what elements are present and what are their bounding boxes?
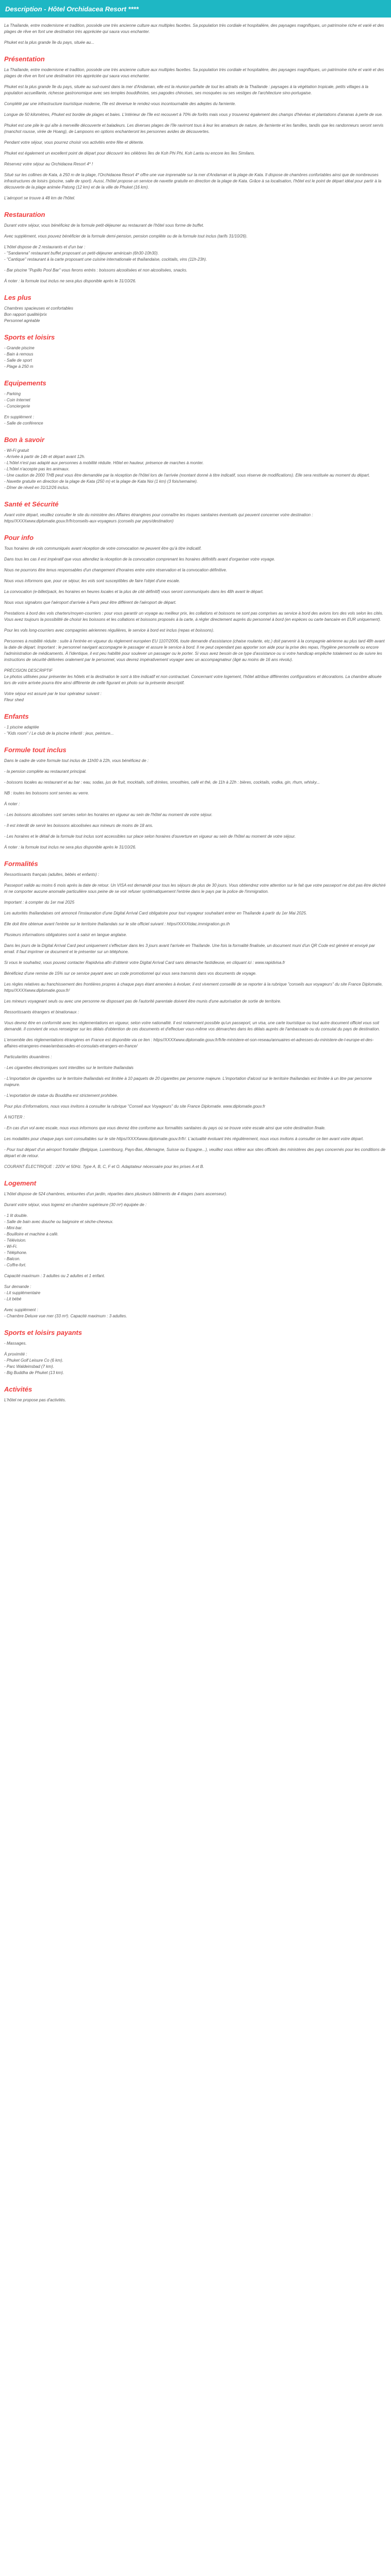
intro-paragraph: La Thaïlande, entre modernisme et tradition, possède une très ancienne culture aux multiples facettes. Sa population très cordiale et hospitalière, des paysages magnifiques, un patrimoine riche et varié et des plages de rêve en font une destination très appréciée qui saura vous enchanter. <box>4 23 384 34</box>
section-paragraph: Personnes à mobilité réduite : suite à l'entrée en vigueur du règlement européen EU 1107/2006, toute demande d'assistance (chaise roulante, etc.) doit parvenir à la compagnie aérienne au plus tard 48h avant la date de départ. Important : le personnel navigant accompagne le passager et assure le service à bord. Il ne peut cependant pas apporter son aide pour la prise des repas, l'hygiène personnelle ou encore l'administration de médicaments. À l'identique, il est peu habilité pour soulever un passager ou le porter. Si vous avez besoin de ce type d'assistance ou si votre handicap empêche totalement ou de suivre les instructions de sécurité délivrées oralement par le personnel, vous devrez impérativement voyager avec un accompagnateur (âgé au moins de 16 ans révolu). <box>4 639 385 662</box>
spacer <box>4 1302 387 1307</box>
spacer <box>4 686 387 691</box>
section-activites <box>4 1385 387 1403</box>
section-paragraph: L'ensemble des réglementations étrangères en France est disponible via ce lien : https//XXXXwww.diplomatie.gouv.fr/fr/le-ministere-et-son-reseau/annuaires-et-adresses-du-ministere-de-l-europe-et-des-affaires-etrangeres-meae/ambassades-et-consulats-etrangers-en-france/ <box>4 1038 374 1048</box>
section-paragraph: Dans le cadre de votre formule tout inclus de 11h00 à 22h, vous bénéficiez de : <box>4 758 149 763</box>
section-line: - Téléphone. <box>4 1250 27 1255</box>
section-title: Enfants <box>4 713 29 720</box>
section-paragraph: Bénéficiez d'une remise de 15% sur ce service payant avec un code promotionnel qui vous sera transmis dans vos documents de voyage. <box>4 971 257 976</box>
section-line: - Une caution de 2000 THB peut vous être demandée par la réception de l'hôtel lors de l'arrivée (montant donné à titre indicatif, sous réserve de modifications). Elle sera restituée au moment du départ. <box>4 473 370 478</box>
section-line: - L'hôtel n'accepte pas les animaux. <box>4 467 70 471</box>
section-paragraph: Ressortissants français (adultes, bébés et enfants) : <box>4 872 100 877</box>
section-paragraph: Plusieurs informations obligatoires sont à saisir en langue anglaise. <box>4 933 127 937</box>
section-paragraph: À noter : <box>4 802 20 806</box>
section-paragraph: Nous ne pourrons être tenus responsables d'un changement d'horaires entre votre réservation et la convocation définitive. <box>4 568 227 572</box>
section-paragraph: - L'importation de cigarettes sur le territoire thaïlandais est limitée à 10 paquets de 20 cigarettes par personne majeure. L'importation d'alcool sur le territoire thaïlandais est limitée à un litre par personne majeure. <box>4 1076 372 1087</box>
spacer <box>4 410 387 414</box>
section-paragraph: La Thaïlande, entre modernisme et tradition, possède une très ancienne culture aux multiples facettes. Sa population très cordiale et hospitalière, des paysages magnifiques, un patrimoine riche et varié et des plages de rêve en font une destination très appréciée qui saura vous enchanter. <box>4 67 384 78</box>
section-formalites <box>4 860 387 1170</box>
spacer <box>4 274 387 278</box>
section-logement <box>4 1179 387 1319</box>
section-line: Fleur shed <box>4 698 24 702</box>
section-paragraph: Complété par une infrastructure touristique moderne, l'île est devenue le rendez-vous incontournable des adeptes du farniente. <box>4 101 236 106</box>
section-line: PRÉCISION DESCRIPTIF <box>4 668 53 673</box>
section-paragraph: Nous vous informons que, pour ce séjour, les vols sont susceptibles de faire l'objet d'une escale. <box>4 579 181 583</box>
section-line: - Massages. <box>4 1341 27 1346</box>
section-line: Personnel agréable <box>4 318 40 323</box>
section-paragraph: Si vous le souhaitez, vous pouvez contacter Rapidvisa afin d'obtenir votre Digital Arrival Card sans démarche fastidieuse, en cliquant ici : www.rapidvisa.fr <box>4 960 285 965</box>
section-line: - Bouilloire et machine à café. <box>4 1232 59 1236</box>
section-paragraph: Elle doit être obtenue avant l'entrée sur le territoire thaïlandais sur le site officiel suivant : https//XXXXtdac.immigration.go.th <box>4 922 230 926</box>
section-paragraph: Les modalités pour chaque pays sont consultables sur le site https//XXXXwww.diplomatie.gouv.fr/fr/. L'actualité évoluant très régulièrement, nous vous invitons à consulter ce lien avant votre départ. <box>4 1137 364 1141</box>
section-paragraph: Avant votre départ, veuillez consulter le site du ministère des Affaires étrangères pour connaître les risques sanitaires éventuels qui peuvent concerner votre destination : https//XXXXwww.diplomatie.gouv.fr/fr/conseils-aux-voyageurs (conseils par pays/destination) <box>4 513 313 523</box>
section-sante <box>4 500 387 524</box>
section-paragraph: - Les cigarettes électroniques sont interdites sur le territoire thaïlandais <box>4 1065 134 1070</box>
intro-paragraph: Phuket est la plus grande île du pays, située au... <box>4 40 94 45</box>
section-line: - Parc Waldeinsbad (7 km). <box>4 1364 54 1369</box>
section-paragraph: À NOTER : <box>4 1115 25 1120</box>
section-paragraph: Avec supplément, vous pouvez bénéficier de la formule demi-pension, pension complète ou de la formule tout inclus (tarifs 31/10/26). <box>4 234 248 239</box>
section-line: - Wi-Fi gratuit <box>4 448 29 453</box>
section-paragraph: Durant votre séjour, vous bénéficiez de la formule petit-déjeuner au restaurant de l'hôtel sous forme de buffet. <box>4 223 204 228</box>
section-title: Formalités <box>4 860 38 868</box>
section-title: Equipements <box>4 379 46 387</box>
section-line: - Parking <box>4 392 21 396</box>
section-paragraph: Ressortissants étrangers et binationaux : <box>4 1010 79 1014</box>
section-title: Sports et loisirs payants <box>4 1329 82 1336</box>
section-paragraph: - Les horaires et le détail de la formule tout inclus sont accessibles sur place selon horaires d'ouverture en vigueur au sein de l'hôtel au moment de votre séjour. <box>4 834 296 839</box>
spacer <box>4 263 387 267</box>
section-paragraph: Pour les vols long-courriers avec compagnies aériennes régulières, le service à bord est inclus (repas et boissons). <box>4 628 215 633</box>
section-paragraph: L'hôtel dispose de 524 chambres, entourées d'un jardin, réparties dans plusieurs bâtiments de 4 étages (sans ascenseur). <box>4 1192 227 1196</box>
section-line: - Phuket Golf Leisure Co (6 km). <box>4 1358 63 1363</box>
section-paragraph: Dans tous les cas il est impératif que vous attendiez la réception de la convocation comprenant les horaires définitifs avant d'organiser votre voyage. <box>4 557 275 562</box>
section-bien-savoir <box>4 436 387 491</box>
section-line: - Bar piscine "Pupillo Pool Bar" vous ferons entrés : boissons alcoolisées et non alcoolisées, snacks. <box>4 268 188 273</box>
section-line: - Grande piscine <box>4 346 35 350</box>
section-paragraph: NB : toutes les boissons sont servies au verre. <box>4 791 89 795</box>
section-line: - "Sandarena" restaurant buffet proposant un petit-déjeuner américain (6h30-10h30). <box>4 251 159 256</box>
intro-text <box>4 23 387 46</box>
section-paragraph: - Il est interdit de servir les boissons alcoolisées aux mineurs de moins de 18 ans. <box>4 823 154 828</box>
section-paragraph: - En cas d'un vol avec escale, nous vous informons que vous devrez être conforme aux formalités sanitaires du pays où se trouve votre escale ainsi que votre destination finale. <box>4 1126 326 1130</box>
section-paragraph: Pendant votre séjour, vous pourrez choisir vos activités entre fête et détente. <box>4 140 144 145</box>
section-line: Bon rapport qualité/prix <box>4 312 47 317</box>
section-line: - Dîner de réveil en 31/12/26 inclus. <box>4 485 70 490</box>
section-paragraph: Les règles relatives au franchissement des frontières propres à chaque pays étant amenées à évoluer, il est vivement conseillé de se reporter à la rubrique "conseils aux voyageurs" du site France Diplomatie, https//XXXXwww.diplomatie.gouv.fr/ <box>4 982 383 993</box>
section-title: Bon à savoir <box>4 436 45 444</box>
section-sites <box>4 1329 387 1376</box>
section-title: Sports et loisirs <box>4 333 55 341</box>
section-paragraph: Phuket est une pile le qui aîte à merveille découverte et baladeurs. Les diverses plages de l'île ravirront tous à leur les amateurs de nature, de farniente et les familles, tandis que les randonneurs seront servis (manchot rousse, virée de Hoang), de Lampoons en options enchanteront les personnes avides de découvertes. <box>4 123 384 134</box>
section-line: Avec supplément : <box>4 1308 38 1312</box>
page-title: Description - Hôtel Orchidacea Resort **** <box>5 5 139 13</box>
sections <box>4 55 387 1403</box>
section-line: L'hôtel dispose de 2 restaurants et d'un bar : <box>4 245 86 249</box>
section-paragraph: - Pour tout départ d'un aéroport frontalier (Belgique, Luxembourg, Pays-Bas, Allemagne, Suisse ou Espagne...), veuillez vous référer aux sites officiels des ministères des pays concernés pour les conditions de départ et de retour. <box>4 1147 385 1158</box>
section-paragraph: Important : à compter du 1er mai 2025 <box>4 900 75 905</box>
section-title: Santé et Sécurité <box>4 500 59 508</box>
section-paragraph: Longue de 50 kilomètres, Phuket est bordée de plages et baies. L'intérieur de l'île est recouvert à 70% de forêts mais vous y trouverez également des champs d'hévéas et plantations d'ananas à perte de vue. <box>4 112 383 117</box>
section-line: Votre séjour est assuré par le tour opérateur suivant : <box>4 691 102 696</box>
section-paragraph: Particularités douanières : <box>4 1055 52 1059</box>
section-title: Logement <box>4 1179 37 1187</box>
section-title: Pour info <box>4 534 34 541</box>
section-line: Le photos utilisées pour présenter les hôtels et la destination le sont à titre indicatif et non contractuel. Concernant votre logement, l'hôtel attribue différentes configurations et décorations. La chambre allouée lors de votre arrivée pourra être ainsi différente de celle figurant en photo sur la présente descriptif. <box>4 674 382 685</box>
section-line: - Conciergerie <box>4 404 30 409</box>
section-paragraph: Pour plus d'informations, nous vous invitons à consulter la rubrique "Conseil aux Voyageurs" du site France Diplomatie. www.diplomatie.gouv.fr <box>4 1104 266 1109</box>
section-paragraph: Tous horaires de vols communiqués avant réception de votre convocation ne peuvent être qu'à titre indicatif. <box>4 546 202 551</box>
section-line: - Chambre Deluxe vue mer (33 m²). Capacité maximum : 3 adultes. <box>4 1314 127 1318</box>
section-equipements <box>4 379 387 427</box>
section-line: - Big Buddha de Phuket (13 km). <box>4 1370 64 1375</box>
section-line: En supplément : <box>4 415 34 419</box>
section-sports <box>4 333 387 370</box>
section-line: - L'hôtel n'est pas adapté aux personnes à mobilité réduite. Hôtel en hauteur, présence de marches à monter. <box>4 461 204 465</box>
section-paragraph: Vous devrez être en conformité avec les réglementations en vigueur, selon votre nationalité. Il est notamment possible qu'un passeport, un visa, une carte touristique ou tout autre document officiel vous soit demandé. Il convient de vous renseigner sur les délais d'obtention de ces documents et d'effectuer vous-même vos démarches dans les délais auprès de l'ambassade ou du consulat du pays de destination. <box>4 1021 380 1031</box>
description-header <box>0 0 391 18</box>
section-paragraph: À noter : la formule tout inclus ne sera plus disponible après le 31/10/26. <box>4 845 137 850</box>
section-paragraph: Passeport valide au moins 6 mois après la date de retour. Un VISA est demandé pour tous les séjours de plus de 30 jours. Vous obtiendrez votre attention sur le fait que votre passeport ne doit pas être déchiré ni ne comporter aucune anomalie particulière sous peine de se voir refuser systématiquement l'entrée dans le pays par la police de l'immigration. <box>4 883 386 894</box>
section-paragraph: Phuket est également un excellent point de départ pour découvrir les célèbres îles de Koh Phi Phi, Koh Lanta ou encore les îles Similans. <box>4 151 255 156</box>
section-presentation <box>4 55 387 201</box>
section-line: L'hôtel ne propose pas d'activités. <box>4 1398 67 1402</box>
section-paragraph: Durant votre séjour, vous logerez en chambre supérieure (30 m²) équipée de : <box>4 1202 147 1207</box>
section-line: - Navette gratuite en direction de la plage de Kata (250 m) et la plage de Kata Noi (1 km) (3 fois/semaine). <box>4 479 198 484</box>
section-line: - Wi-Fi. <box>4 1244 18 1249</box>
section-line: Capacité maximum : 3 adultes ou 2 adultes et 1 enfant. <box>4 1274 105 1278</box>
section-line: - Plage à 250 m <box>4 364 34 369</box>
section-paragraph: Dans les jours de la Digital Arrival Card peut uniquement s'effectuer dans les 3 jours avant l'arrivée en Thaïlande. Une fois la formalité finalisée, un document muni d'un QR Code est généré et envoyé par email. Il faut imprimer ce document et le présenter sur un téléphone. <box>4 943 375 954</box>
section-line: - Mini-bar. <box>4 1226 23 1230</box>
description-content <box>0 18 391 1403</box>
section-line: - Coffre-fort. <box>4 1263 27 1267</box>
spacer <box>4 1279 387 1284</box>
section-pour-info <box>4 534 387 703</box>
section-plus <box>4 294 387 324</box>
section-line: - "Kids room" / Le club de la piscine infantil : jeux, peinture... <box>4 731 114 736</box>
section-line: - Bain à remous <box>4 352 34 357</box>
section-line: - Télévision. <box>4 1238 27 1243</box>
section-line: - Arrivée à partir de 14h et départ avant 12h. <box>4 454 86 459</box>
section-paragraph: Situé sur les collines de Kata, à 250 m de la plage, l'Orchidacea Resort 4* offre une vue imprenable sur la mer d'Andaman et la plage de Kata. Il dispose de chambres confortables ainsi que de nombreuses infrastructures de loisirs (piscine, salle de sport). Aussi, l'hôtel propose un service de navette gratuite en direction de la plage de Kata. Grâce à sa localisation, l'hôtel est le point de départ idéal pour partir à la découverte de la plage animée Patong (12 km) et de la ville de Phuket (16 km). <box>4 173 382 190</box>
section-line: À proximité : <box>4 1352 27 1357</box>
section-paragraph: COURANT ÉLECTRIQUE : 220V et 50Hz. Type A, B, C, F et O. Adaptateur nécessaire pour les prises A et B. <box>4 1164 204 1169</box>
section-paragraph: L'aéroport se trouve à 48 km de l'hôtel. <box>4 196 75 200</box>
section-line: - Lit supplémentaire <box>4 1291 41 1295</box>
section-title: Restauration <box>4 211 45 218</box>
section-line: - Coin Internet <box>4 398 30 402</box>
section-line: - "Cantique" restaurant à la carte proposant une cuisine internationale et thaïlandaise, cocktails, vins (11h-23h). <box>4 257 207 262</box>
section-paragraph: Nous vous signalons que l'aéroport d'arrivée à Paris peut être différent de l'aéroport de départ. <box>4 600 177 605</box>
section-paragraph: Les autorités thaïlandaises ont annoncé l'instauration d'une Digital Arrival Card obligatoire pour tout voyageur souhaitant entrer en Thaïlande à partir du 1er Mai 2025. <box>4 911 307 916</box>
section-line: - Salle de bain avec douche ou baignoire et sèche-cheveux. <box>4 1219 114 1224</box>
section-line: - 1 lit double. <box>4 1213 28 1218</box>
section-title: Les plus <box>4 294 31 301</box>
section-paragraph: - la pension complète au restaurant principal. <box>4 769 87 774</box>
section-line: - Balcon. <box>4 1257 21 1261</box>
section-restauration <box>4 211 387 284</box>
section-title: Activités <box>4 1385 32 1393</box>
section-paragraph: Les mineurs voyageant seuls ou avec une personne ne disposant pas de l'autorité parentale doivent être munis d'une autorisation de sortie de territoire. <box>4 999 282 1004</box>
section-paragraph: - Les boissons alcoolisées sont servies selon les horaires en vigueur au sein de l'hôtel au moment de votre séjour. <box>4 812 213 817</box>
section-line: - Salle de conférence <box>4 421 43 426</box>
spacer <box>4 1268 387 1273</box>
section-paragraph: Phuket est la plus grande île du pays, située au sud-ouest dans la mer d'Andaman, elle est la réunion parfaite de tout les attraits de la Thaïlande : paysages à la végétation tropicale, petits villages à la population accueillante, richesse gastronomique avec ses temples bouddhistes, ses pagodes chinoises, ses mosquées ou ses vestiges de l'architecture sino-portugaise. <box>4 84 368 95</box>
section-paragraph: La convocation (e-billet/pack, les horaires en heures locales et la plus de cité définitif) vous seront communiqués dans les 48h avant le départ. <box>4 589 264 594</box>
section-line: - 1 piscine adaptée <box>4 725 39 730</box>
spacer <box>4 1347 387 1351</box>
section-title: Présentation <box>4 55 45 63</box>
section-line: - Lit bébé <box>4 1297 22 1301</box>
section-paragraph: Réservez votre séjour au Orchidacea Resort 4* ! <box>4 162 93 166</box>
section-line: À noter : la formule tout inclus ne sera plus disponible après le 31/10/26. <box>4 279 137 283</box>
section-paragraph: - boissons locales au restaurant et au bar : eau, sodas, jus de fruit, mocktails, soft drinkes, smoothies, café et thé, de 11h à 22h : bières, cocktails, vodka, gin, rhum, whisky... <box>4 780 320 785</box>
section-line: Chambres spacieuses et confortables <box>4 306 73 311</box>
section-paragraph: Prestations à bord des vols charters/moyen-courriers : pour vous garantir un voyage au meilleur prix, les collations et boissons ne sont pas comprises au service à bord des avions lors des vols selon les cités. Vous avez toujours la possibilité de choisir les boissons et les collations et boissons proposés à la carte, à régler directement auprès du personnel à bord (en espèces ou carte bancaire en EUR uniquement). <box>4 611 384 622</box>
section-tout-inclus <box>4 746 387 851</box>
section-title: Formule tout inclus <box>4 746 67 754</box>
section-paragraph: - L'exportation de statue du Bouddha est strictement prohibée. <box>4 1093 118 1098</box>
section-line: - Salle de sport <box>4 358 32 363</box>
section-enfants <box>4 713 387 737</box>
section-line: Sur demande : <box>4 1284 31 1289</box>
